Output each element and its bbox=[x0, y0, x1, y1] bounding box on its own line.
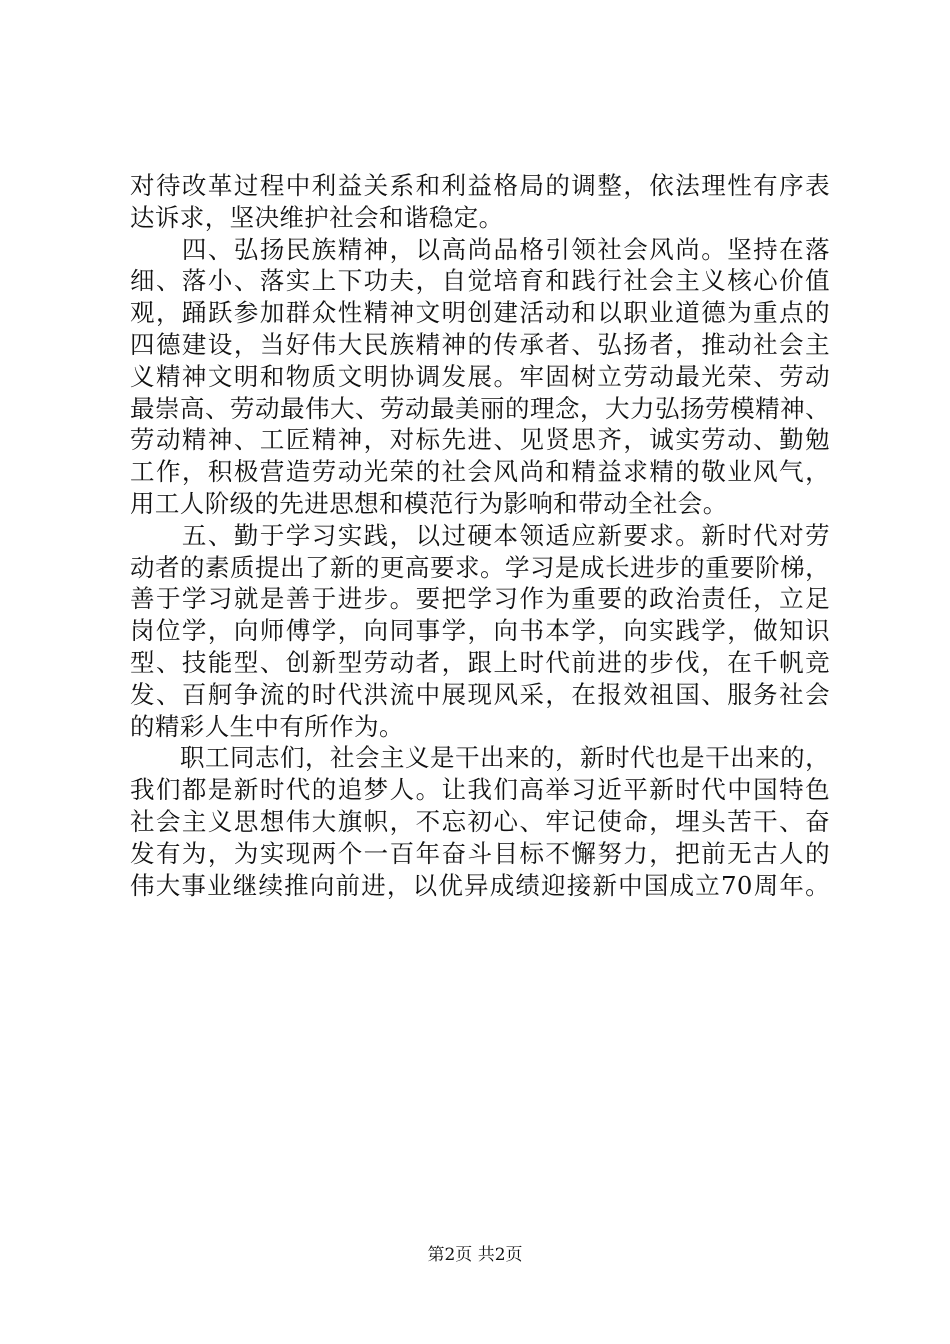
text-line: 发有为，为实现两个一百年奋斗目标不懈努力，把前无古人的 bbox=[130, 838, 830, 868]
text-line: 善于学习就是善于进步。要把学习作为重要的政治责任，立足 bbox=[130, 584, 830, 614]
text-line: 动者的素质提出了新的更高要求。学习是成长进步的重要阶梯， bbox=[130, 552, 830, 582]
text-line: 四、弘扬民族精神，以高尚品格引领社会风尚。坚持在落 bbox=[130, 234, 830, 264]
text-line: 用工人阶级的先进思想和模范行为影响和带动全社会。 bbox=[130, 488, 728, 518]
text-line: 的精彩人生中有所作为。 bbox=[130, 711, 404, 741]
text-line: 五、勤于学习实践，以过硬本领适应新要求。新时代对劳 bbox=[130, 520, 830, 550]
text-line: 达诉求，坚决维护社会和谐稳定。 bbox=[130, 202, 504, 232]
text-line: 我们都是新时代的追梦人。让我们高举习近平新时代中国特色 bbox=[130, 775, 830, 805]
body-text bbox=[130, 170, 830, 901]
text-line: 岗位学，向师傅学，向同事学，向书本学，向实践学，做知识 bbox=[130, 616, 830, 646]
text-line: 社会主义思想伟大旗帜，不忘初心、牢记使命，埋头苦干、奋 bbox=[130, 806, 830, 836]
text-line: 伟大事业继续推向前进，以优异成绩迎接新中国成立70周年。 bbox=[130, 870, 830, 900]
text-line: 四德建设，当好伟大民族精神的传承者、弘扬者，推动社会主 bbox=[130, 329, 830, 359]
text-line: 工作，积极营造劳动光荣的社会风尚和精益求精的敬业风气， bbox=[130, 457, 830, 487]
page-number-footer: 第2页 共2页 bbox=[427, 1245, 523, 1265]
text-line: 对待改革过程中利益关系和利益格局的调整，依法理性有序表 bbox=[130, 171, 830, 200]
text-line: 细、落小、落实上下功夫，自觉培育和践行社会主义核心价值 bbox=[130, 266, 830, 296]
text-line: 职工同志们，社会主义是干出来的，新时代也是干出来的， bbox=[130, 743, 830, 773]
text-line: 发、百舸争流的时代洪流中展现风采，在报效祖国、服务社会 bbox=[130, 679, 830, 709]
text-line: 义精神文明和物质文明协调发展。牢固树立劳动最光荣、劳动 bbox=[130, 361, 830, 391]
text-line: 劳动精神、工匠精神，对标先进、见贤思齐，诚实劳动、勤勉 bbox=[130, 425, 830, 455]
text-line: 最崇高、劳动最伟大、劳动最美丽的理念，大力弘扬劳模精神、 bbox=[130, 393, 830, 423]
text-line: 型、技能型、创新型劳动者，跟上时代前进的步伐，在千帆竞 bbox=[130, 647, 830, 677]
text-line: 观，踊跃参加群众性精神文明创建活动和以职业道德为重点的 bbox=[130, 298, 830, 328]
